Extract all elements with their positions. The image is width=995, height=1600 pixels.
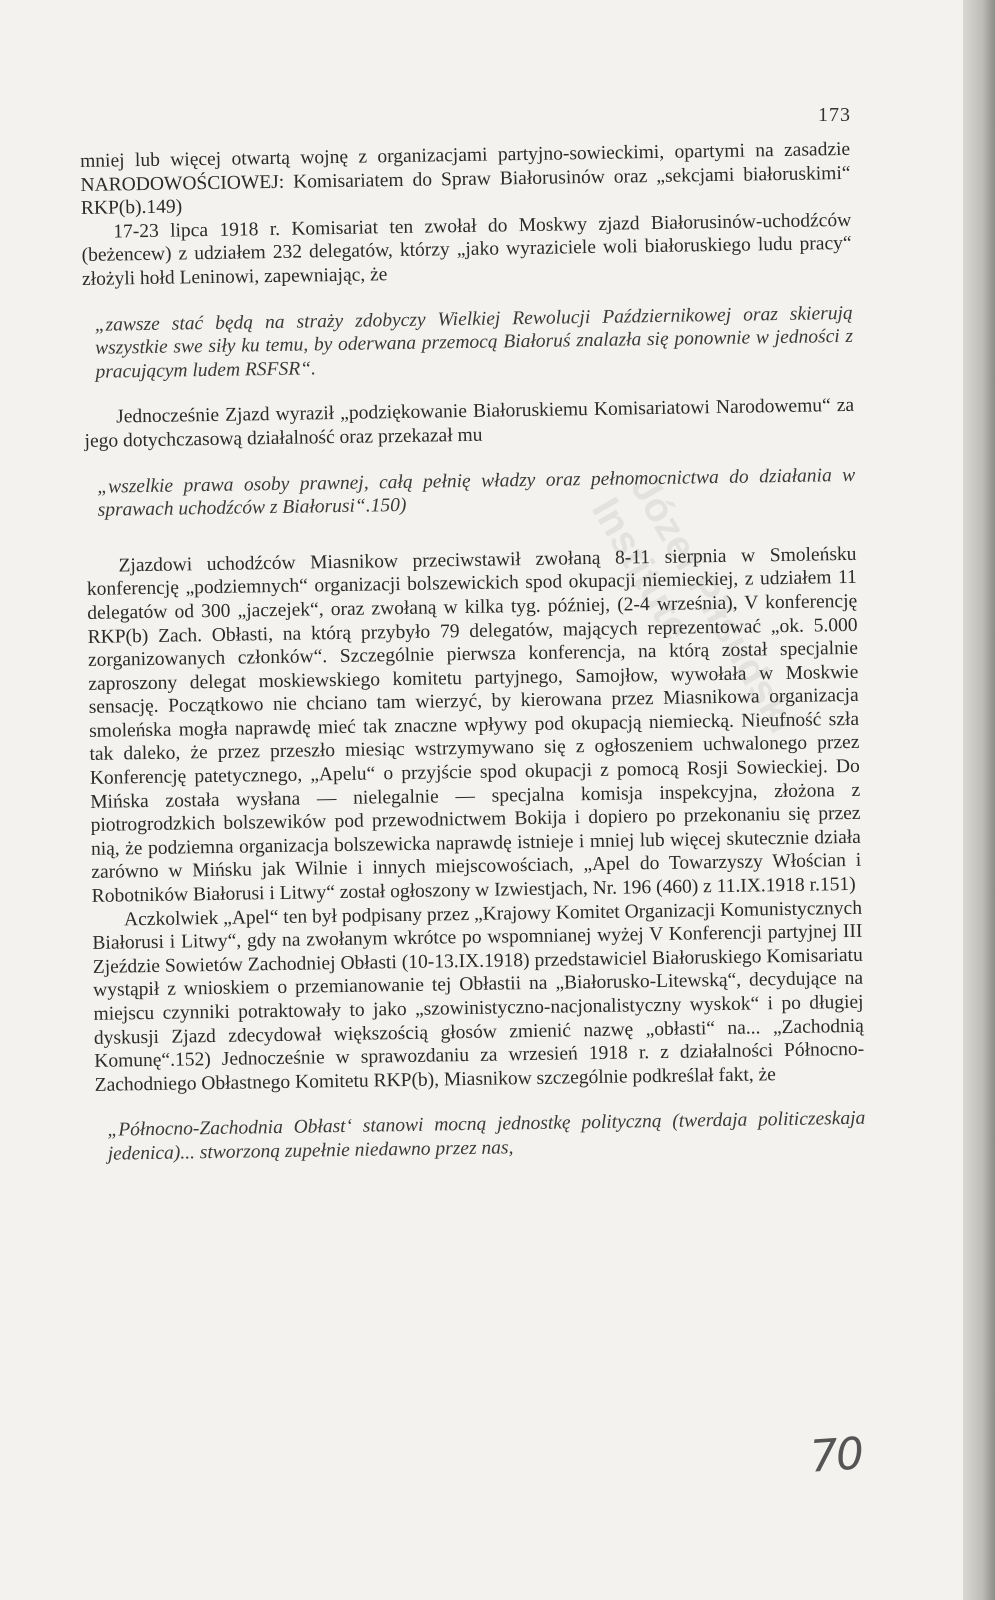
paragraph: 17-23 lipca 1918 r. Komisariat ten zwołał do Moskwy zjazd Białorusinów-uchodźców (beżencew) z udziałem 232 delegatów, którzy „jako wyraziciele woli białoruskiego ludu pracy“ złożyli hołd Leninowi, zapewniając, że — [81, 209, 852, 290]
paragraph: mniej lub więcej otwartą wojnę z organizacjami partyjno-sowieckimi, opartymi na zasadzie NARODOWOŚCIOWEJ: Komisariatem do Spraw Białorusinów oraz „sekcjami białoruskimi“ RKP(b).149) — [80, 138, 851, 220]
page-number: 173 — [818, 104, 851, 126]
handwritten-page-note: 70 — [808, 1428, 864, 1483]
watermark: Józef Piłsudski Institute — [583, 468, 805, 741]
page-edge-shadow — [963, 0, 995, 1600]
paragraph: Zjazdowi uchodźców Miasnikow przeciwstawił zwołaną 8-11 sierpnia w Smoleńsku konferencję „podziemnych“ organizacji bolszewickich spod okupacji niemieckiej, z udziałem 11 delegatów od 300 „jaczejek“, oraz zwołaną w kilka tyg. później, (2-4 września), V konferencję RKP(b) Zach. Obłasti, na którą przybyło 79 delegatów, mających reprezentować „ok. 5.000 zorganizowanych członków“. Szczególnie pierwsza konferencja, na którą został specjalnie zaproszony delegat moskiewskiego komitetu partyjnego, Samojłow, wywołała w Moskwie sensację. Początkowo nie chciano tam wierzyć, by kierowana przez Miasnikowa organizacja smoleńska mogła naprawdę mieć tak znaczne wpływy pod okupacją niemiecką. Nieufność szła tak daleko, że przez przeszło miesiąc wstrzymywano się z ogłoszeniem uchwalonego przez Konferencję patetycznego, „Apelu“ o przyjście spod okupacji z pomocą Rosji Sowieckiej. Do Mińska została wysłana — nielegalnie — specjalna komisja inspekcyjna, złożona z piotrogrodzkich bolszewików pod przewodnictwem Bokija i dopiero po przekonaniu się przez nią, że podziemna organizacja bolszewicka naprawdę istnieje i mniej lub więcej skutecznie działa zarówno w Mińsku jak Wilnie i innych miejscowościach, „Apel do Towarzyszy Włościan i Robotników Białorusi i Litwy“ został ogłoszony w Izwiestjach, Nr. 196 (460) z 11.IX.1918 r.151) — [86, 543, 862, 907]
block-quote: „zawsze stać będą na straży zdobyczy Wielkiej Rewolucji Październikowej oraz skierują wszystkie swe siły ku temu, by oderwana przemocą Białoruś znalazła się ponownie w jedności z pracującym ludem RSFSR“. — [94, 302, 854, 383]
paragraph: Aczkolwiek „Apel“ ten był podpisany przez „Krajowy Komitet Organizacji Komunistycznych Białorusi i Litwy“, gdy na zwołanym wkrótce po wspomnianej wyżej V Konferencji partyjnej III Zjeździe Sowietów Zachodniej Obłasti (10-13.IX.1918) przedstawiciel Białoruskiego Komisariatu wystąpił z wnioskiem o przemianowanie tej Obłastii na „Białorusko-Litewską“, decydujące na miejscu czynniki potraktowały to jako „szowinistyczno-nacjonalistyczny wyskok“ i po długiej dyskusji Zjazd zdecydował większością głosów zmienić nazwę „obłasti“ na... „Zachodnią Komunę“.152) Jednocześnie w sprawozdaniu za wrzesień 1918 r. z działalności Północno-Zachodniego Obłastnego Komitetu RKP(b), Miasnikow szczególnie podkreślał fakt, że — [92, 897, 865, 1096]
body-text — [80, 138, 866, 1189]
block-quote: „wszelkie prawa osoby prawnej, całą pełnię władzy oraz pełnomocnictwa do działania w sprawach uchodźców z Białorusi“.150) — [97, 464, 856, 521]
paragraph: Jednocześnie Zjazd wyraził „podziękowanie Białoruskiemu Komisariatowi Narodowemu“ za jego dotychczasową działalność oraz przekazał mu — [84, 395, 855, 452]
block-quote: „Północno-Zachodnia Obłast‘ stanowi mocną jednostkę polityczną (twerdaja politiczeskaja jedenica)... stworzoną zupełnie niedawno przez nas, — [107, 1108, 866, 1165]
